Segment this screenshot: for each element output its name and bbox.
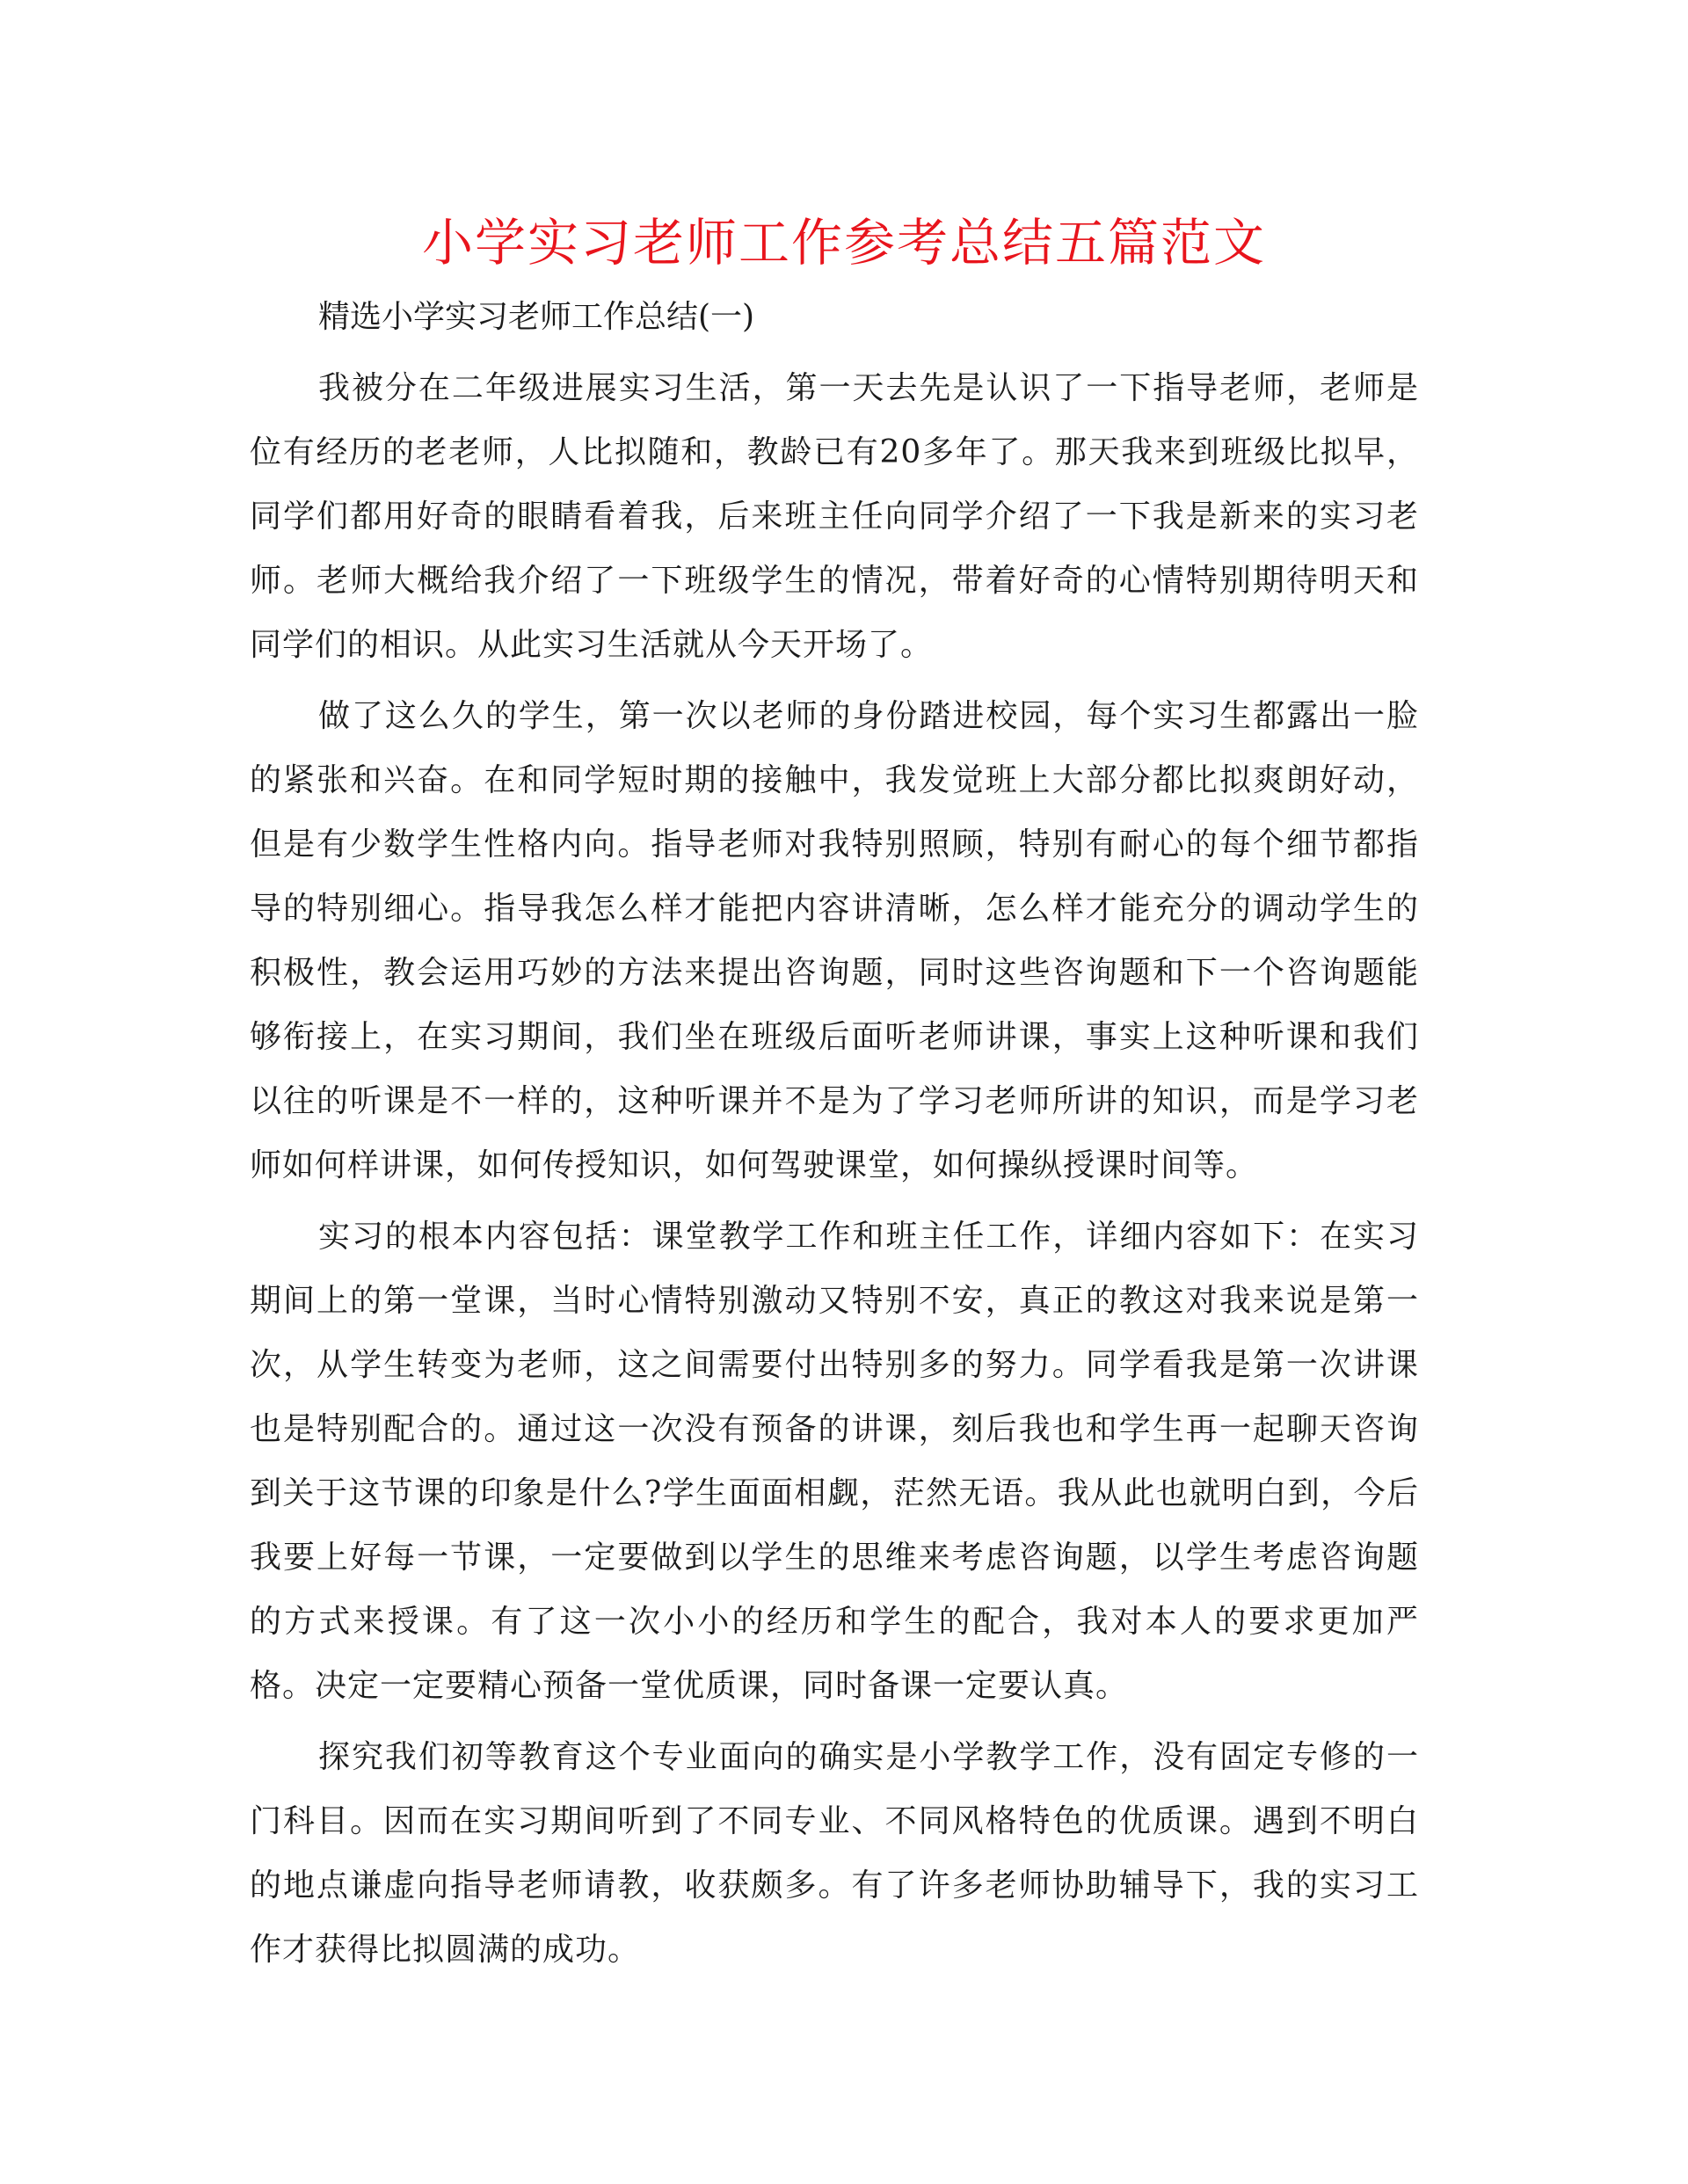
paragraph-1: 我被分在二年级进展实习生活，第一天去先是认识了一下指导老师，老师是位有经历的老老师，人比拟随和，教龄已有20多年了。那天我来到班级比拟早，同学们都用好奇的眼睛看着我，后来班主任向同学介绍了一下我是新来的实习老师。老师大概给我介绍了一下班级学生的情况，带着好奇的心情特别期待明天和同学们的相识。从此实习生活就从今天开场了。	[250, 370, 1419, 663]
paragraph-4: 探究我们初等教育这个专业面向的确实是小学教学工作，没有固定专修的一门科目。因而在实习期间听到了不同专业、不同风格特色的优质课。遇到不明白的地点谦虚向指导老师请教，收获颇多。有了许多老师协助辅导下，我的实习工作才获得比拟圆满的成功。	[250, 1739, 1419, 1968]
section-subtitle: 精选小学实习老师工作总结(一)	[318, 299, 755, 335]
document-body	[250, 286, 1419, 1982]
paragraph-3: 实习的根本内容包括：课堂教学工作和班主任工作，详细内容如下：在实习期间上的第一堂课，当时心情特别激动又特别不安，真正的教这对我来说是第一次，从学生转变为老师，这之间需要付出特别多的努力。同学看我是第一次讲课也是特别配合的。通过这一次没有预备的讲课，刻后我也和学生再一起聊天咨询到关于这节课的印象是什么?学生面面相觑，茫然无语。我从此也就明白到，今后我要上好每一节课，一定要做到以学生的思维来考虑咨询题，以学生考虑咨询题的方式来授课。有了这一次小小的经历和学生的配合，我对本人的要求更加严格。决定一定要精心预备一堂优质课，同时备课一定要认真。	[250, 1219, 1419, 1704]
document-title: 小学实习老师工作参考总结五篇范文	[421, 213, 1266, 273]
paragraph-2: 做了这么久的学生，第一次以老师的身份踏进校园，每个实习生都露出一脸的紧张和兴奋。在和同学短时期的接触中，我发觉班上大部分都比拟爽朗好动，但是有少数学生性格内向。指导老师对我特别照顾，特别有耐心的每个细节都指导的特别细心。指导我怎么样才能把内容讲清晰，怎么样才能充分的调动学生的积极性，教会运用巧妙的方法来提出咨询题，同时这些咨询题和下一个咨询题能够衔接上，在实习期间，我们坐在班级后面听老师讲课，事实上这种听课和我们以往的听课是不一样的，这种听课并不是为了学习老师所讲的知识，而是学习老师如何样讲课，如何传授知识，如何驾驶课堂，如何操纵授课时间等。	[250, 698, 1419, 1183]
